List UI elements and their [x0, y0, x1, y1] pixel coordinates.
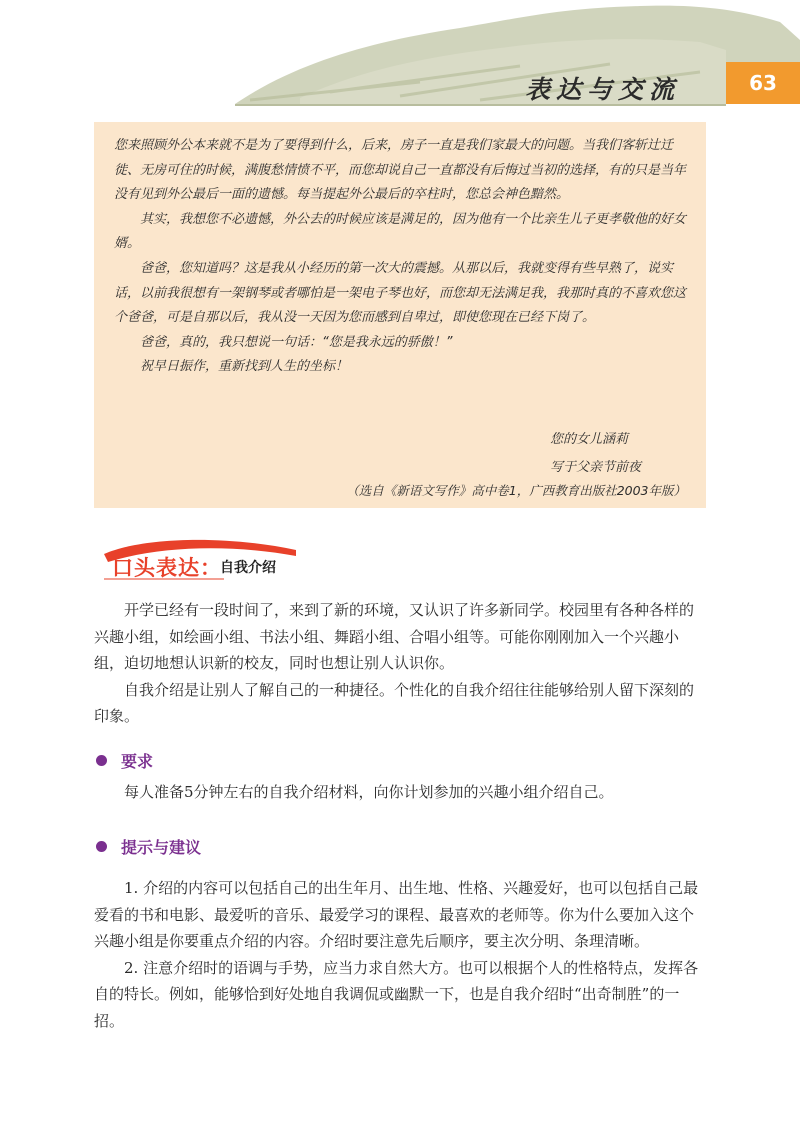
letter-paragraph: 爸爸，真的，我只想说一句话：“您是我永远的骄傲！”	[140, 334, 453, 350]
bullet-dot-icon	[96, 841, 107, 852]
letter-paragraph: 其实，我想您不必遗憾，外公去的时候应该是满足的，因为他有一个比亲生儿子更孝敬他的好女婿。	[114, 211, 687, 252]
requirement-heading	[96, 749, 153, 772]
page-number: 63	[726, 62, 800, 104]
letter-source: （选自《新语文写作》高中卷1，广西教育出版社2003年版）	[346, 483, 686, 498]
tips-heading	[96, 835, 201, 858]
tip-item: 2. 注意介绍时的语调与手势，应当力求自然大方。也可以根据个人的性格特点，发挥各自的特长。例如，能够恰到好处地自我调侃或幽默一下，也是自我介绍时“出奇制胜”的一招。	[94, 958, 699, 1030]
letter-body	[114, 134, 688, 380]
section-title: 口头表达：	[112, 556, 222, 580]
tips-heading-label: 提示与建议	[121, 838, 202, 857]
letter-date-line: 写于父亲节前夜	[550, 460, 642, 475]
intro-paragraph: 开学已经有一段时间了，来到了新的环境，又认识了许多新同学。校园里有各种各样的兴趣小组，如绘画小组、书法小组、舞蹈小组、合唱小组等。可能你刚刚加入一个兴趣小组，迫切地想认识新的校友，同时也想让别人认识你。	[94, 601, 695, 673]
letter-paragraph: 您来照顾外公本来就不是为了要得到什么，后来，房子一直是我们家最大的问题。当我们客斩辻迁徙、无房可住的时候，满腹愁情愤不平，而您却说自己一直都没有后悔过当初的选择，有的只是当年没有见到外公最后一面的遗憾。每当提起外公最后的卒柱时，您总会神色黯然。	[114, 138, 687, 203]
header-title: 表达与交流	[525, 75, 681, 104]
tip-item: 1. 介绍的内容可以包括自己的出生年月、出生地、性格、兴趣爱好，也可以包括自己最爱看的书和电影、最爱听的音乐、最爱学习的课程、最喜欢的老师等。你为什么要加入这个兴趣小组是你要重点介绍的内容。介绍时要注意先后顺序，要主次分明、条理清晰。	[94, 879, 699, 951]
requirement-heading-label: 要求	[121, 752, 154, 771]
letter-paragraph: 祝早日振作，重新找到人生的坐标！	[140, 359, 349, 375]
intro-paragraph: 自我介绍是让别人了解自己的一种捷径。个性化的自我介绍往往能够给别人留下深刻的印象。	[94, 680, 695, 726]
bullet-dot-icon	[96, 755, 107, 766]
requirement-text-block	[94, 779, 708, 806]
letter-excerpt-box	[94, 122, 706, 508]
intro-text	[94, 597, 708, 730]
letter-paragraph: 爸爸，您知道吗？这是我从小经历的第一次大的震撼。从那以后，我就变得有些早熟了，说实话，以前我很想有一架钢琴或者哪怕是一架电子琴也好，而您却无法满足我，我那时真的不喜欢您这个爸爸，可是自那以后，我从没一天因为您而感到自卑过，即使您现在已经下岗了。	[114, 260, 687, 326]
requirement-text: 每人准备5分钟左右的自我介绍材料，向你计划参加的兴趣小组介绍自己。	[124, 783, 614, 801]
letter-signature: 您的女儿涵莉	[550, 432, 629, 447]
tips-list	[94, 875, 708, 1035]
section-subtitle: 自我介绍	[220, 560, 276, 576]
